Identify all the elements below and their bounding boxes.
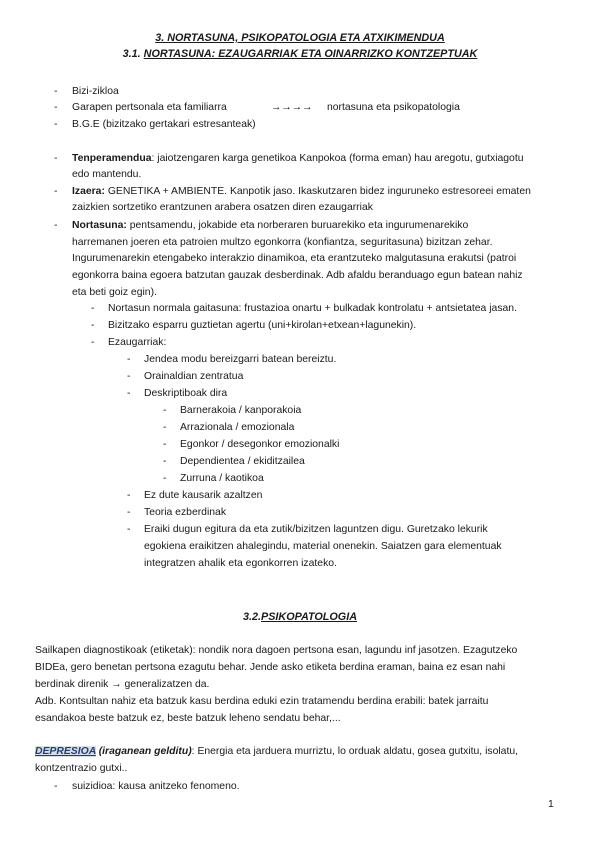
chapter-title: 3. NORTASUNA, PSIKOPATOLOGIA ETA ATXIKIMENDUA: [155, 32, 445, 44]
bullet-dash: -: [127, 490, 131, 501]
depression-definition: DEPRESIOA (iraganean gelditu): Energia eta jarduera murriztu, lo orduak aldatu, gosea gutxitu, isolatu,: [35, 746, 519, 757]
definition-continuation: harremanen joeren eta patroien multzo egonkorra (konfiantza, seguritasuna) bizitzan zehar.: [72, 237, 493, 248]
sub-list-item: Ezaugarriak:: [108, 337, 167, 348]
section-title: 3.1. NORTASUNA: EZAUGARRIAK ETA OINARRIZKO KONTZEPTUAK: [122, 48, 478, 60]
bullet-dash: -: [163, 473, 167, 484]
list-item: Garapen pertsonala eta familiarra: [72, 102, 227, 113]
depression-term: DEPRESIOA: [35, 746, 96, 757]
paragraph-line: kontzentrazio gutxi..: [35, 763, 128, 774]
list-item: B.G.E (bizitzako gertakari estresanteak): [72, 119, 256, 130]
sub-list-item: Bizitzako esparru guztietan agertu (uni+kirolan+etxean+lagunekin).: [108, 320, 417, 331]
definition-personality: Nortasuna: pentsamendu, jokabide eta norberaren buruarekiko eta ingurumenarekiko: [72, 220, 469, 231]
bullet-dash: -: [91, 303, 95, 314]
feature-continuation: integratzen ahalik eta egonkorren izateko.: [144, 558, 337, 569]
feature-item: Jendea modu bereizgarri batean bereiztu.: [144, 354, 337, 365]
definition-character: Izaera: GENETIKA + AMBIENTE. Kanpotik jaso. Ikaskutzaren bidez inguruneko estresoreei ematen: [72, 186, 531, 197]
definition-continuation: zaizkien sortzetiko erantzunen arabera osatzen diren ezaugarriak: [72, 202, 373, 213]
bullet-dash: -: [54, 102, 58, 113]
definition-continuation: edo mantendu.: [72, 169, 142, 180]
bullet-dash: -: [54, 186, 58, 197]
page-number: 1: [548, 799, 554, 810]
descriptor-item: Arrazionala / emozionala: [180, 422, 295, 433]
paragraph-line: berdinak direnik → generalizatzen da.: [35, 679, 210, 690]
definition-temperament: Tenperamendua: jaiotzengaren karga genetikoa Kanpokoa (forma eman) hau aregotu, gutxiagotu: [72, 153, 524, 164]
definition-continuation: Ingurumenarekin etengabeko interakzio dinamikoa, eta erantzuteko malgutasuna erakutsi (patroi: [72, 253, 517, 264]
bullet-dash: -: [127, 354, 131, 365]
feature-item: Teoria ezberdinak: [144, 507, 227, 518]
bullet-dash: -: [127, 388, 131, 399]
bullet-dash: -: [54, 153, 58, 164]
feature-item: Deskriptiboak dira: [144, 388, 228, 399]
list-item: Bizi-zikloa: [72, 86, 119, 97]
feature-item: Eraiki dugun egitura da eta zutik/bizitzen laguntzen digu. Guretzako lekurik: [144, 524, 488, 535]
bullet-dash: -: [127, 371, 131, 382]
descriptor-item: Dependientea / ekiditzailea: [180, 456, 305, 467]
feature-item: Orainaldian zentratua: [144, 371, 244, 382]
descriptor-item: Egonkor / desegonkor emozionalki: [180, 439, 340, 450]
paragraph-line: Adb. Kontsultan nahiz eta batzuk kasu berdina eduki ezin tratamendu berdina erabili: batek jarraitu: [35, 696, 489, 707]
bullet-dash: -: [127, 524, 131, 535]
bullet-dash: -: [163, 439, 167, 450]
bullet-dash: -: [54, 220, 58, 231]
descriptor-item: Zurruna / kaotikoa: [180, 473, 264, 484]
sub-list-item: Nortasun normala gaitasuna: frustazioa onartu + bulkadak kontrolatu + antsietatea jasan.: [108, 303, 517, 314]
list-item-result: nortasuna eta psikopatologia: [327, 102, 460, 113]
bullet-dash: -: [163, 405, 167, 416]
paragraph-line: BIDEa, gero benetan pertsona ezagutu behar. Jende asko etiketa berdina eraman, baina ez esan nahi: [35, 662, 506, 673]
bullet-dash: -: [127, 507, 131, 518]
bullet-dash: -: [163, 456, 167, 467]
bullet-dash: -: [54, 86, 58, 97]
feature-continuation: egokiena eraikitzen ahalegindu, material onenekin. Saiatzen gara elementuak: [144, 541, 502, 552]
feature-item: Ez dute kausarik azaltzen: [144, 490, 263, 501]
bullet-dash: -: [54, 119, 58, 130]
definition-continuation: eta beti goiz egin).: [72, 287, 157, 298]
list-item: suizidioa: kausa anitzeko fenomeno.: [72, 781, 240, 792]
bullet-dash: -: [54, 781, 58, 792]
descriptor-item: Barnerakoia / kanporakoia: [180, 405, 302, 416]
paragraph-line: Sailkapen diagnostikoak (etiketak): nondik nora dagoen pertsona esan, lagundu inf jasotzen. Ezagutzeko: [35, 645, 518, 656]
bullet-dash: -: [163, 422, 167, 433]
arrow-sequence: →→→→: [271, 102, 313, 113]
paragraph-line: esandakoa beste batzuk ez, beste batzuk leheno sendatu behar,...: [35, 713, 341, 724]
definition-continuation: egonkorra baina egoera batzutan gauzak desberdinak. Adb afaldu beranduago egun batean nahiz: [72, 270, 523, 281]
bullet-dash: -: [91, 337, 95, 348]
section-title-psychopathology: 3.2.PSIKOPATOLOGIA: [243, 611, 357, 623]
bullet-dash: -: [91, 320, 95, 331]
